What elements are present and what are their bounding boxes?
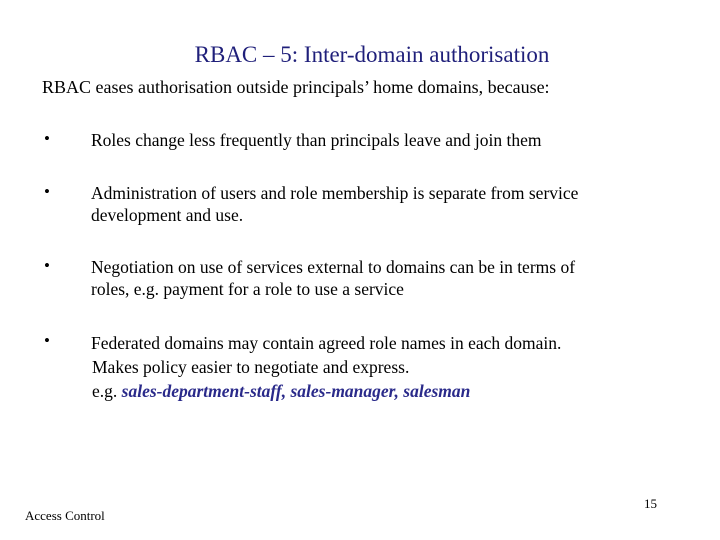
example-role-names: sales-department-staff, sales-manager, salesman [121, 381, 471, 401]
slide-title: RBAC – 5: Inter-domain authorisation [194, 42, 550, 67]
bullet-line: Federated domains may contain agreed role names in each domain. [91, 333, 562, 353]
bullet-item-roles-change [91, 129, 681, 151]
bullet-item-federated-domains [91, 331, 681, 403]
bullet-marker: • [44, 129, 50, 148]
example-prefix: e.g. [92, 381, 122, 401]
bullet-marker: • [44, 331, 50, 350]
bullet-item-administration [91, 182, 681, 226]
bullet-line: roles, e.g. payment for a role to use a service [91, 279, 404, 299]
page-number: 15 [644, 496, 657, 511]
bullet-marker: • [44, 182, 50, 201]
bullet-line: Roles change less frequently than principals leave and join them [91, 130, 542, 150]
bullet-line: development and use. [91, 205, 244, 225]
bullet-marker: • [44, 256, 50, 275]
footer-label: Access Control [25, 508, 105, 523]
bullet-line: Administration of users and role membership is separate from service [91, 183, 579, 203]
example-line [91, 379, 681, 403]
bullet-item-negotiation [91, 256, 681, 300]
bullet-line: Makes policy easier to negotiate and express. [92, 357, 410, 377]
bullet-line: Negotiation on use of services external to domains can be in terms of [91, 257, 576, 277]
intro-text: RBAC eases authorisation outside principals’ home domains, because: [42, 77, 550, 97]
